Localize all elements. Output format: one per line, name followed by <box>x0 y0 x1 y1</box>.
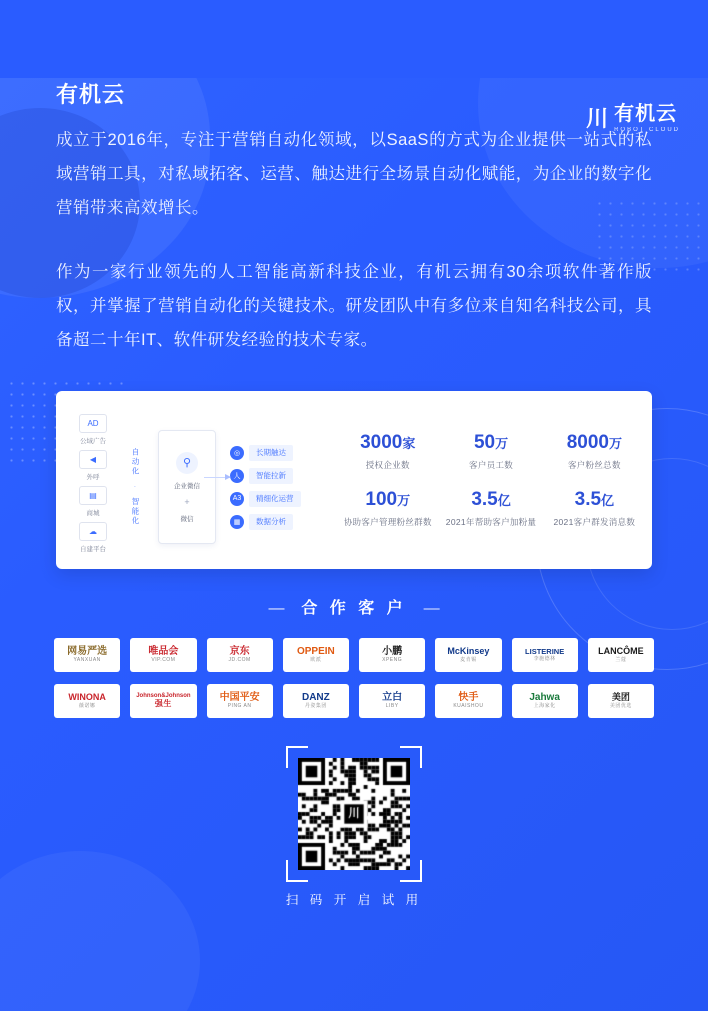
client-logo-sub: 欧派 <box>310 657 322 664</box>
client-logo-sub: PING AN <box>227 703 252 710</box>
intro-paragraph-1: 成立于2016年，专注于营销自动化领域，以SaaS的方式为企业提供一站式的私域营销工具，对私域拓客、运营、触达进行全场景自动化赋能，为企业的数字化营销带来高效增长。 <box>56 131 652 217</box>
ad-icon: AD <box>79 414 107 433</box>
client-logo-name: 网易严选 <box>67 645 108 657</box>
client-logo-sub: LIBY <box>385 703 399 710</box>
stat-item <box>439 480 542 537</box>
client-logo-sub: 强生 <box>154 699 172 709</box>
user-icon: 人 <box>230 469 244 483</box>
stat-label: 2021客户群发消息数 <box>553 517 636 527</box>
client-logo <box>359 638 425 672</box>
client-logo <box>359 684 425 718</box>
stats-panel <box>336 391 652 569</box>
stat-item <box>543 480 646 537</box>
stat-item <box>336 480 439 537</box>
client-logo-sub: JD.COM <box>228 657 251 664</box>
stat-unit: 万 <box>608 436 622 451</box>
flow-vertical-label-1: 自动化 <box>131 448 140 477</box>
client-logo-name: OPPEIN <box>296 645 335 657</box>
client-logo <box>207 638 273 672</box>
client-logo-grid <box>54 638 654 718</box>
stat-value: 8000 <box>566 432 609 453</box>
stat-unit: 亿 <box>497 493 511 508</box>
client-logo-name: 美团 <box>611 692 630 703</box>
client-logo-sub: 薇诺娜 <box>78 702 96 709</box>
logo-chinese-name: 有机云 <box>614 103 678 125</box>
flow-arrow-icon <box>204 477 230 478</box>
client-logo-sub: XPENG <box>382 657 403 664</box>
shop-icon: ▤ <box>79 486 107 505</box>
stat-label: 客户粉丝总数 <box>567 460 621 470</box>
stat-item <box>543 423 646 480</box>
chart-icon: ▦ <box>230 515 244 529</box>
client-logo-sub: 麦肯锡 <box>460 656 477 663</box>
stat-value: 3.5 <box>471 489 498 510</box>
client-logo <box>588 638 654 672</box>
flow-channel-item <box>70 414 116 445</box>
stat-unit: 万 <box>397 493 411 508</box>
client-logo-name: Johnson&Johnson <box>136 693 191 700</box>
stat-unit: 万 <box>495 436 509 451</box>
stat-item <box>439 423 542 480</box>
settings-icon: A3 <box>230 492 244 506</box>
client-logo-row <box>54 684 654 718</box>
stat-unit: 亿 <box>601 493 615 508</box>
intro-section <box>0 78 708 357</box>
qr-frame <box>294 754 414 874</box>
client-logo-name: 京东 <box>229 645 250 657</box>
intro-paragraph-2: 作为一家行业领先的人工智能高新科技企业，有机云拥有30余项软件著作版权，并掌握了营销自动化的关键技术。研发团队中有多位来自知名科技公司，具备超二十年IT、软件研发经验的技术专家。 <box>56 263 652 349</box>
client-logo <box>207 684 273 718</box>
cloud-icon: ☁ <box>79 522 107 541</box>
client-logo <box>435 684 501 718</box>
dash-right: — <box>423 600 440 617</box>
client-logo <box>283 638 349 672</box>
client-logo-sub: VIP.COM <box>151 657 176 664</box>
client-logo-sub: 上海家化 <box>533 703 556 710</box>
stat-label: 客户员工数 <box>469 460 514 470</box>
clients-title-text: 合 作 客 户 <box>301 600 407 617</box>
client-logo-name: McKinsey <box>447 646 490 657</box>
qr-caption: 扫 码 开 启 试 用 <box>285 893 423 907</box>
client-logo <box>512 684 578 718</box>
client-logo-name: WINONA <box>68 692 106 703</box>
clients-section-title <box>0 595 708 618</box>
client-logo-name: Jahwa <box>529 691 560 703</box>
client-logo <box>588 684 654 718</box>
client-logo <box>130 638 196 672</box>
logo-english-name: ROBOT CLOUD <box>614 127 680 133</box>
phone-icon: ◀ <box>79 450 107 469</box>
flow-output-label: 长期触达 <box>249 445 293 461</box>
flow-output-item <box>230 514 336 530</box>
stat-value: 50 <box>473 432 496 453</box>
client-logo-sub: KUAISHOU <box>453 703 484 710</box>
client-logo <box>283 684 349 718</box>
flow-output-label: 数据分析 <box>249 514 293 530</box>
qr-section <box>0 754 708 908</box>
flow-output-item <box>230 468 336 484</box>
client-logo <box>54 684 120 718</box>
client-logo <box>130 684 196 718</box>
center-card-title: 企业微信 <box>174 482 200 490</box>
flow-channels <box>70 405 116 569</box>
flow-output-label: 精细化运营 <box>249 491 301 507</box>
stat-value: 100 <box>365 489 398 510</box>
stat-unit: 家 <box>402 436 416 451</box>
client-logo-name: DANZ <box>301 691 330 703</box>
client-logo-name: 快手 <box>458 691 479 703</box>
client-logo <box>435 638 501 672</box>
qr-code[interactable] <box>298 758 410 870</box>
stat-label: 2021年帮助客户加粉量 <box>445 517 537 527</box>
flow-outputs <box>220 405 336 569</box>
flow-channel-label: 自建平台 <box>80 545 106 553</box>
flow-channel-label: 外呼 <box>86 473 100 481</box>
flow-diagram <box>56 391 336 569</box>
flow-channel-label: 公域广告 <box>80 437 106 445</box>
client-logo-name: 唯品会 <box>148 645 179 657</box>
flow-output-label: 智能拉新 <box>249 468 293 484</box>
plus-icon: + <box>184 496 190 507</box>
target-icon: ◎ <box>230 446 244 460</box>
client-logo <box>512 638 578 672</box>
flow-channel-item <box>70 522 116 553</box>
client-logo-name: LANCÔME <box>598 646 644 657</box>
flow-vertical-labels: 自动化 · 智能化 <box>131 448 140 526</box>
client-logo-name: 中国平安 <box>219 691 260 703</box>
stat-label: 协助客户管理粉丝群数 <box>343 517 432 527</box>
logo-mark-icon: 川 <box>586 105 608 131</box>
client-logo-name: 立白 <box>382 691 403 703</box>
flow-output-item <box>230 445 336 461</box>
flow-vertical-label-2: 智能化 <box>131 497 140 526</box>
client-logo-sub: 丹姿集团 <box>304 703 327 710</box>
flow-center <box>154 405 220 569</box>
search-icon: ⚲ <box>176 452 198 474</box>
stat-label: 授权企业数 <box>365 460 410 470</box>
client-logo-sub: 兰蔻 <box>615 656 627 663</box>
stat-value: 3.5 <box>574 489 602 510</box>
flow-channel-label: 商城 <box>86 509 100 517</box>
client-logo-name: 小鹏 <box>382 645 403 657</box>
flow-output-item <box>230 491 336 507</box>
center-card-sub: 微信 <box>180 515 194 523</box>
flow-channel-item <box>70 486 116 517</box>
dash-left: — <box>268 600 285 617</box>
stat-value: 3000 <box>360 432 403 453</box>
client-logo-sub: 李施德林 <box>533 655 556 662</box>
capability-card <box>56 391 652 569</box>
stat-item <box>336 423 439 480</box>
page-title: 有机云 <box>56 82 126 107</box>
client-logo-row <box>54 638 654 672</box>
client-logo-name: LISTERINE <box>525 646 565 656</box>
client-logo-sub: 美团优选 <box>609 702 632 709</box>
client-logo-sub: YANXUAN <box>73 657 101 664</box>
client-logo <box>54 638 120 672</box>
flow-channel-item <box>70 450 116 481</box>
